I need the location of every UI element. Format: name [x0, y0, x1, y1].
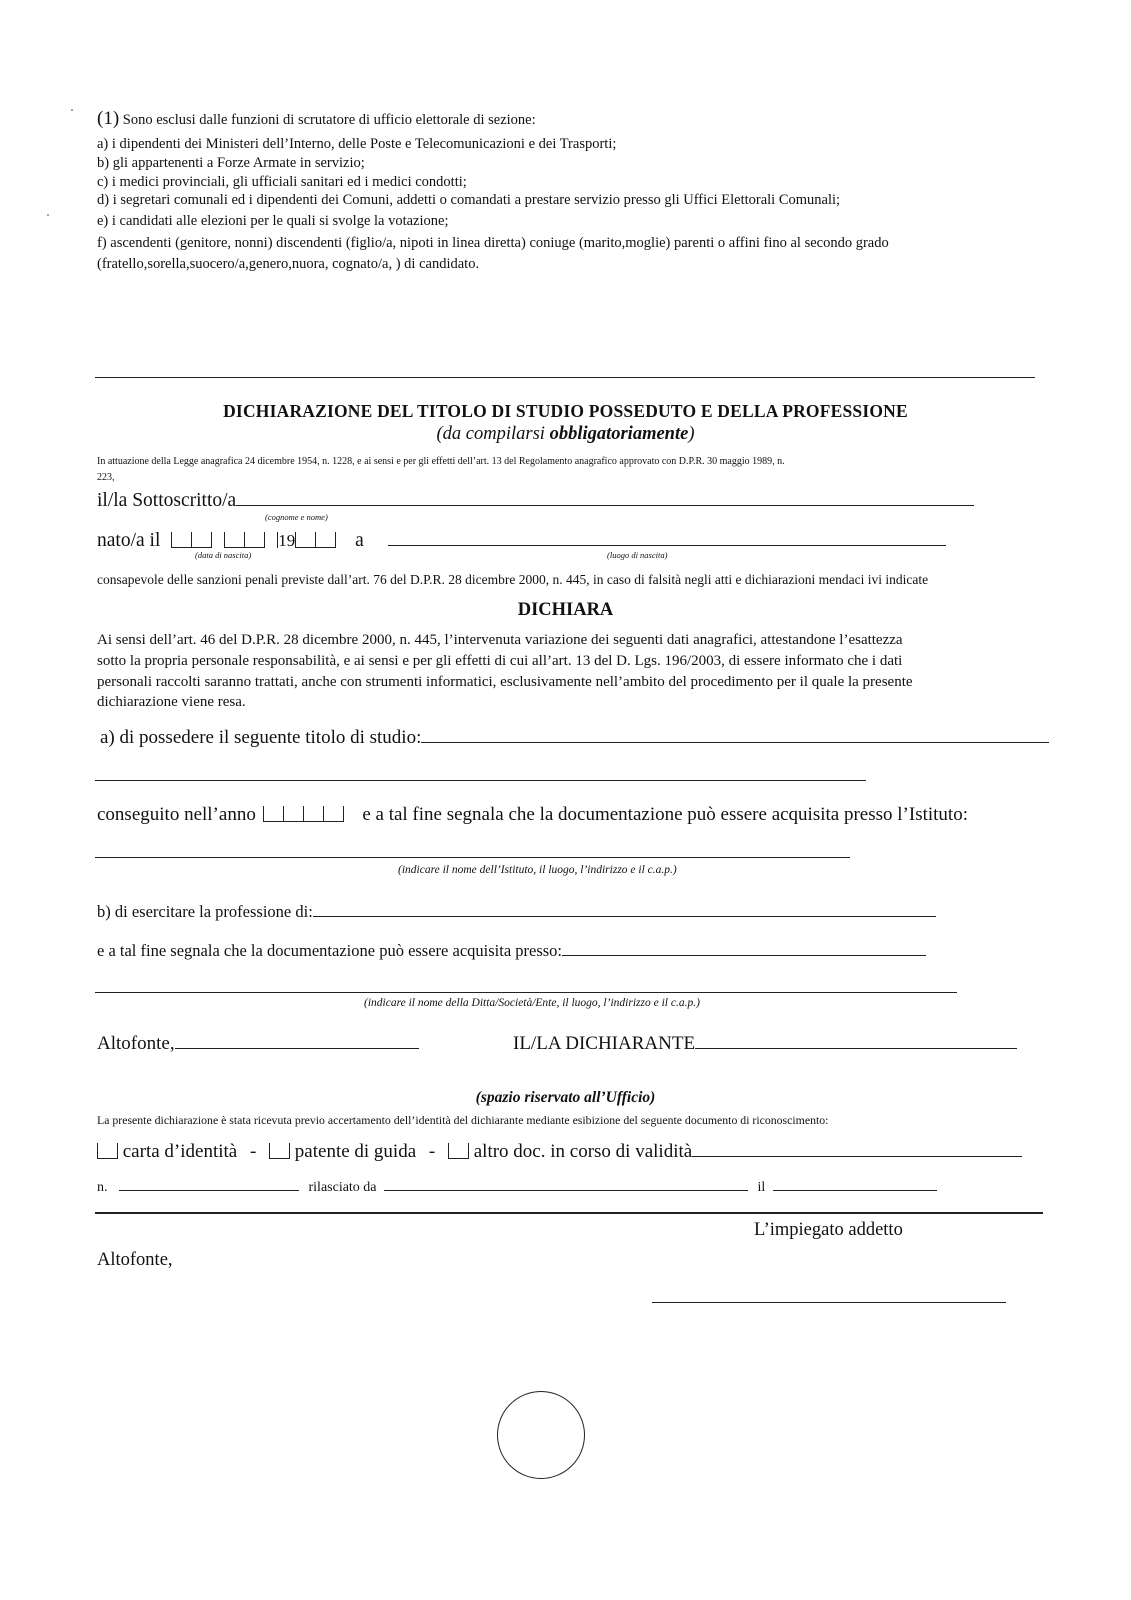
professione-field[interactable]: [313, 898, 936, 917]
titolo-studio-label: a) di possedere il seguente titolo di studio:: [100, 727, 422, 748]
birth-year-boxes[interactable]: 19: [277, 530, 336, 551]
anno-boxes[interactable]: [263, 804, 344, 825]
note-number: (1): [97, 108, 120, 129]
form-title: DICHIARAZIONE DEL TITOLO DI STUDIO POSSEDUTO E DELLA PROFESSIONE: [223, 401, 908, 421]
form-subtitle: (da compilarsi obbligatoriamente): [436, 424, 695, 444]
titolo-studio-field[interactable]: [421, 724, 1049, 743]
professione-row: [97, 898, 936, 922]
paragraph-line: personali raccolti saranno trattati, anche con strumenti informatici, esclusivamente nell’ambito del procedimento per il quale la presente: [97, 674, 913, 690]
birth-day-boxes[interactable]: [171, 530, 212, 552]
il-label: il: [757, 1180, 766, 1195]
dichiarante-label: IL/LA DICHIARANTE: [513, 1033, 696, 1054]
nascita-row: [97, 527, 946, 552]
note-intro-text: Sono esclusi dalle funzioni di scrutatore di ufficio elettorale di sezione:: [122, 112, 536, 128]
office-title: (spazio riservato all’Ufficio): [475, 1089, 656, 1106]
carta-checkbox[interactable]: [97, 1141, 118, 1162]
nato-label: nato/a il: [97, 530, 161, 551]
altro-label: altro doc. in corso di validità: [473, 1141, 693, 1162]
patente-checkbox[interactable]: [269, 1141, 290, 1162]
presso-field[interactable]: [562, 937, 926, 956]
dichiarante-row: [513, 1030, 1017, 1055]
office-place-label: Altofonte,: [97, 1250, 173, 1270]
note-intro: [97, 109, 536, 130]
place-label: Altofonte,: [97, 1033, 175, 1054]
legal-reference: In attuazione della Legge anagrafica 24 dicembre 1954, n. 1228, e ai sensi e per gli effetti dell’art. 13 del Regolamento anagrafico approvato con D.P.R. 30 maggio 1989, n.: [97, 456, 785, 467]
impiegato-label: L’impiegato addetto: [754, 1220, 903, 1240]
office-text: La presente dichiarazione è stata ricevuta previo accertamento dell’identità del dichiarante mediante esibizione del seguente documento di riconoscimento:: [97, 1113, 829, 1127]
rilasciato-field[interactable]: [384, 1176, 748, 1191]
note-item-c: c) i medici provinciali, gli ufficiali sanitari ed i medici condotti;: [97, 174, 467, 190]
office-divider: [95, 1212, 1043, 1214]
carta-label: carta d’identità: [122, 1141, 238, 1162]
rilasciato-label: rilasciato da: [308, 1180, 377, 1195]
ditta-caption: (indicare il nome della Ditta/Società/Ente, il luogo, l’indirizzo e il c.a.p.): [364, 997, 700, 1009]
luogo-nascita-caption: (luogo di nascita): [607, 550, 668, 560]
conseguito-tail: e a tal fine segnala che la documentazione può essere acquisita presso l’Istituto:: [362, 804, 968, 825]
rilascio-row: [97, 1176, 937, 1196]
titolo-studio-field-cont[interactable]: [95, 780, 866, 781]
ditta-field[interactable]: [95, 992, 957, 993]
altro-checkbox[interactable]: [448, 1141, 469, 1162]
cognome-caption: (cognome e nome): [265, 512, 328, 522]
section-divider: [95, 377, 1035, 378]
paragraph-line: sotto la propria personale responsabilità, e ai sensi e per gli effetti di cui all’art. 13 del D. Lgs. 196/2003, di essere informato che i dati: [97, 653, 903, 669]
scan-speck: [71, 109, 73, 111]
stamp-circle: [497, 1391, 585, 1479]
luogo-data-row: [97, 1030, 419, 1055]
sottoscritto-field[interactable]: [236, 487, 974, 506]
note-item-f-cont: (fratello,sorella,suocero/a,genero,nuora, cognato/a, ) di candidato.: [97, 256, 480, 272]
note-item-f: f) ascendenti (genitore, nonni) discendenti (figlio/a, nipoti in linea diretta) coniuge (marito,moglie) parenti o affini fino al secondo grado: [97, 235, 889, 251]
firma-dichiarante-field[interactable]: [695, 1030, 1017, 1049]
legal-reference-cont: 223,: [97, 472, 115, 483]
note-item-a: a) i dipendenti dei Ministeri dell’Interno, delle Poste e Telecomunicazioni e dei Trasporti;: [97, 136, 617, 152]
altro-doc-field[interactable]: [692, 1138, 1022, 1157]
luogo-a-label: a: [355, 530, 364, 551]
patente-label: patente di guida: [294, 1141, 417, 1162]
presso-row: [97, 937, 926, 961]
dichiara-heading: DICHIARA: [517, 600, 614, 620]
paragraph-line: dichiarazione viene resa.: [97, 694, 246, 710]
scan-speck: [47, 214, 49, 216]
sottoscritto-label: il/la Sottoscritto/a: [97, 490, 237, 511]
professione-label: b) di esercitare la professione di:: [97, 902, 313, 921]
conseguito-row: [97, 804, 968, 826]
conseguito-label: conseguito nell’anno: [97, 804, 256, 825]
firma-impiegato-field[interactable]: [652, 1302, 1006, 1303]
titolo-studio-row: [100, 724, 1049, 749]
consapevole-text: consapevole delle sanzioni penali previste dall’art. 76 del D.P.R. 28 dicembre 2000, n. 445, in caso di falsità negli atti e dichiarazioni mendaci ivi indicate: [97, 572, 929, 587]
data-rilascio-field[interactable]: [773, 1176, 937, 1191]
note-item-e: e) i candidati alle elezioni per le quali si svolge la votazione;: [97, 213, 449, 229]
birth-month-boxes[interactable]: [224, 530, 265, 552]
numero-label: n.: [97, 1180, 108, 1195]
note-item-d: d) i segretari comunali ed i dipendenti dei Comuni, addetti o comandati a prestare servizio presso gli Uffici Elettorali Comunali;: [97, 192, 841, 208]
data-nascita-caption: (data di nascita): [195, 550, 252, 560]
note-item-b: b) gli appartenenti a Forze Armate in servizio;: [97, 155, 365, 171]
presso-label: e a tal fine segnala che la documentazione può essere acquisita presso:: [97, 941, 563, 960]
documento-row: carta d’identità - patente di guida - altro doc. in corso di validità: [97, 1138, 1022, 1163]
data-field[interactable]: [175, 1030, 419, 1049]
luogo-nascita-field[interactable]: [388, 527, 946, 546]
istituto-caption: (indicare il nome dell’Istituto, il luogo, l’indirizzo e il c.a.p.): [398, 864, 677, 876]
sottoscritto-row: [97, 487, 974, 512]
numero-field[interactable]: [119, 1176, 299, 1191]
paragraph-line: Ai sensi dell’art. 46 del D.P.R. 28 dicembre 2000, n. 445, l’intervenuta variazione dei seguenti dati anagrafici, attestandone l’esattezza: [97, 632, 903, 648]
istituto-field[interactable]: [95, 857, 850, 858]
